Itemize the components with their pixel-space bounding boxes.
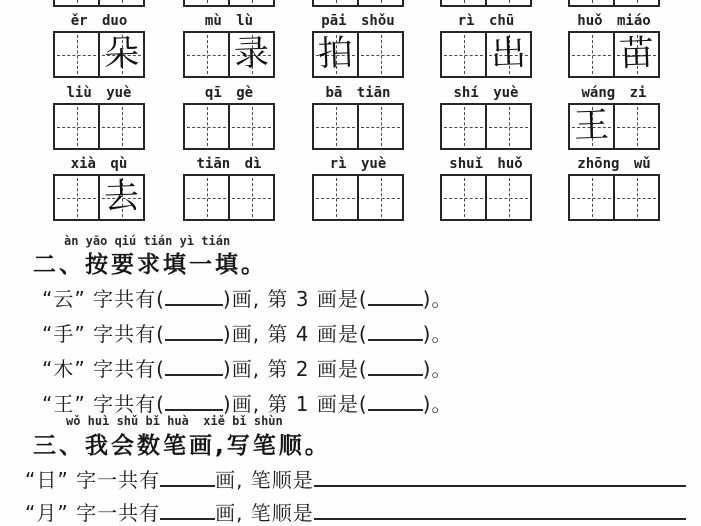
pinyin-label: mù lù (204, 13, 254, 29)
pinyin-label: ěr duo (70, 13, 128, 29)
word-entry (312, 13, 404, 78)
dashed-guide-vertical (77, 35, 78, 74)
tianzige-box-pair (53, 174, 145, 221)
writing-cell-filled (98, 33, 143, 76)
writing-cell[interactable] (98, 105, 143, 148)
dashed-guide-vertical (637, 0, 638, 3)
tianzige-box-pair (568, 103, 660, 150)
answer-blank[interactable] (165, 396, 223, 411)
dashed-guide-vertical (252, 178, 253, 217)
dashed-guide-vertical (381, 0, 382, 3)
writing-cell[interactable] (55, 33, 98, 76)
cropped-writing-boxes (312, 0, 404, 7)
pinyin-label: xià qù (70, 156, 128, 172)
question-text: 画, 笔顺是 (215, 501, 314, 525)
answer-blank[interactable] (368, 326, 423, 341)
dashed-guide-vertical (336, 0, 337, 3)
word-entry (183, 13, 275, 78)
dashed-guide-vertical (252, 0, 253, 3)
word-entry (183, 85, 275, 150)
pinyin-label: pāi shǒu (321, 13, 395, 29)
word-entry (568, 156, 660, 221)
pinyin-label: qī gè (204, 85, 254, 101)
dashed-guide-vertical (592, 178, 593, 217)
dashed-guide-vertical (252, 107, 253, 146)
word-entry (440, 156, 532, 221)
tianzige-box-pair (440, 103, 532, 150)
tianzige-box-pair (312, 174, 404, 221)
tianzige-box-pair (183, 31, 275, 78)
pinyin-label: rì yuè (329, 156, 387, 172)
writing-cell[interactable] (570, 176, 613, 219)
question-text: )画, 第 2 画是( (222, 357, 368, 381)
question-text: “月” 字一共有 (25, 501, 161, 525)
dashed-guide-vertical (122, 0, 123, 3)
dashed-guide-vertical (336, 107, 337, 146)
dashed-guide-vertical (207, 0, 208, 3)
question-line (42, 353, 452, 382)
dashed-guide-vertical (637, 178, 638, 217)
question-text: )画, 第 4 画是( (222, 322, 368, 346)
question-text: )。 (422, 287, 453, 311)
pinyin-label: huǒ miáo (577, 13, 651, 29)
writing-cell-filled (613, 33, 658, 76)
dashed-guide-vertical (509, 178, 510, 217)
answer-blank[interactable] (160, 472, 215, 487)
pinyin-hint-section-two: àn yāo qiú tián yì tián (64, 234, 231, 248)
dashed-guide-vertical (207, 178, 208, 217)
question-line (42, 318, 452, 347)
question-line (42, 388, 452, 417)
dashed-guide-vertical (637, 107, 638, 146)
question-text: )。 (422, 322, 453, 346)
dashed-guide-vertical (592, 35, 593, 74)
handwritten-character: 苗 (618, 33, 655, 75)
writing-cell (442, 0, 485, 5)
dashed-guide-vertical (464, 107, 465, 146)
question-text: “日” 字一共有 (25, 468, 161, 492)
dashed-guide-vertical (509, 107, 510, 146)
answer-blank[interactable] (314, 472, 686, 487)
writing-cell[interactable] (570, 33, 613, 76)
question-text: )。 (422, 357, 453, 381)
writing-cell[interactable] (613, 105, 658, 148)
question-text: )画, 第 1 画是( (222, 392, 368, 416)
pinyin-label: shuǐ huǒ (449, 156, 523, 172)
question-text: “木” 字共有( (42, 357, 165, 381)
writing-cell[interactable] (485, 176, 530, 219)
writing-cell-filled (98, 176, 143, 219)
answer-blank[interactable] (368, 396, 423, 411)
writing-cell[interactable] (314, 176, 357, 219)
question-text: “手” 字共有( (42, 322, 165, 346)
dashed-guide-vertical (509, 0, 510, 3)
handwritten-character: 王 (573, 105, 610, 147)
question-text: “王” 字共有( (42, 392, 165, 416)
writing-cell[interactable] (185, 176, 228, 219)
dashed-guide-vertical (207, 107, 208, 146)
question-text: 画, 笔顺是 (215, 468, 314, 492)
question-line (25, 464, 686, 493)
pinyin-hint-section-three: wǒ huì shǔ bǐ huà xiě bǐ shùn (66, 414, 283, 428)
section-two-heading: 二、按要求填一填。 (33, 252, 267, 278)
word-entry (568, 85, 660, 150)
writing-cell[interactable] (485, 105, 530, 148)
dashed-guide-vertical (77, 0, 78, 3)
pinyin-label: zhōng wǔ (577, 156, 651, 172)
word-entry (568, 13, 660, 78)
writing-cell (485, 0, 530, 5)
word-entry (440, 85, 532, 150)
question-line (42, 283, 452, 312)
answer-blank[interactable] (165, 291, 223, 306)
tianzige-box-pair (183, 103, 275, 150)
writing-cell (613, 0, 658, 5)
cropped-writing-boxes (53, 0, 145, 7)
handwritten-character: 拍 (317, 33, 354, 75)
answer-blank[interactable] (165, 361, 223, 376)
writing-cell[interactable] (185, 105, 228, 148)
answer-blank[interactable] (160, 505, 215, 520)
word-entry (53, 13, 145, 78)
pinyin-label: rì chū (457, 13, 515, 29)
writing-cell[interactable] (357, 176, 402, 219)
writing-cell (314, 0, 357, 5)
cropped-writing-boxes (440, 0, 532, 7)
word-entry (312, 156, 404, 221)
cropped-writing-boxes (568, 0, 660, 7)
section-three-heading: 三、我会数笔画,写笔顺。 (33, 433, 331, 459)
question-line (25, 497, 686, 526)
answer-blank[interactable] (165, 326, 223, 341)
writing-cell[interactable] (228, 176, 273, 219)
writing-cell[interactable] (357, 33, 402, 76)
writing-cell-filled (570, 105, 613, 148)
dashed-guide-vertical (592, 0, 593, 3)
word-entry (53, 85, 145, 150)
writing-cell[interactable] (357, 105, 402, 148)
dashed-guide-vertical (464, 178, 465, 217)
handwritten-character: 朵 (103, 33, 140, 75)
writing-cell[interactable] (314, 105, 357, 148)
writing-cell[interactable] (613, 176, 658, 219)
writing-cell-filled (314, 33, 357, 76)
writing-cell (570, 0, 613, 5)
question-text: )画, 第 3 画是( (222, 287, 368, 311)
writing-cell[interactable] (228, 105, 273, 148)
writing-cell (185, 0, 228, 5)
handwritten-character: 录 (233, 33, 270, 75)
tianzige-box-pair (440, 31, 532, 78)
handwritten-character: 出 (490, 33, 527, 75)
writing-cell[interactable] (55, 176, 98, 219)
writing-cell (228, 0, 273, 5)
tianzige-box-pair (312, 31, 404, 78)
word-entry (440, 13, 532, 78)
answer-blank[interactable] (368, 361, 423, 376)
writing-cell (98, 0, 143, 5)
writing-cell (55, 0, 98, 5)
pinyin-label: wáng zi (581, 85, 647, 101)
writing-cell[interactable] (442, 176, 485, 219)
handwritten-character: 去 (103, 176, 140, 218)
tianzige-box-pair (568, 31, 660, 78)
tianzige-box-pair (568, 174, 660, 221)
tianzige-box-pair (53, 103, 145, 150)
word-entry (312, 85, 404, 150)
dashed-guide-vertical (77, 178, 78, 217)
writing-cell-filled (228, 33, 273, 76)
writing-cell[interactable] (442, 105, 485, 148)
word-entry (53, 156, 145, 221)
dashed-guide-vertical (381, 35, 382, 74)
dashed-guide-vertical (381, 107, 382, 146)
writing-cell[interactable] (55, 105, 98, 148)
dashed-guide-vertical (207, 35, 208, 74)
dashed-guide-vertical (381, 178, 382, 217)
dashed-guide-vertical (336, 178, 337, 217)
dashed-guide-vertical (464, 35, 465, 74)
tianzige-box-pair (53, 31, 145, 78)
answer-blank[interactable] (368, 291, 423, 306)
pinyin-label: liù yuè (66, 85, 132, 101)
question-text: )。 (422, 392, 453, 416)
dashed-guide-vertical (122, 107, 123, 146)
tianzige-box-pair (440, 174, 532, 221)
word-entry (183, 156, 275, 221)
pinyin-label: shí yuè (453, 85, 519, 101)
tianzige-box-pair (183, 174, 275, 221)
writing-cell[interactable] (442, 33, 485, 76)
dashed-guide-vertical (77, 107, 78, 146)
writing-cell (357, 0, 402, 5)
pinyin-label: bā tiān (325, 85, 391, 101)
writing-cell[interactable] (185, 33, 228, 76)
answer-blank[interactable] (314, 505, 686, 520)
tianzige-box-pair (312, 103, 404, 150)
cropped-writing-boxes (183, 0, 275, 7)
dashed-guide-vertical (464, 0, 465, 3)
writing-cell-filled (485, 33, 530, 76)
pinyin-label: tiān dì (196, 156, 262, 172)
question-text: “云” 字共有( (42, 287, 165, 311)
